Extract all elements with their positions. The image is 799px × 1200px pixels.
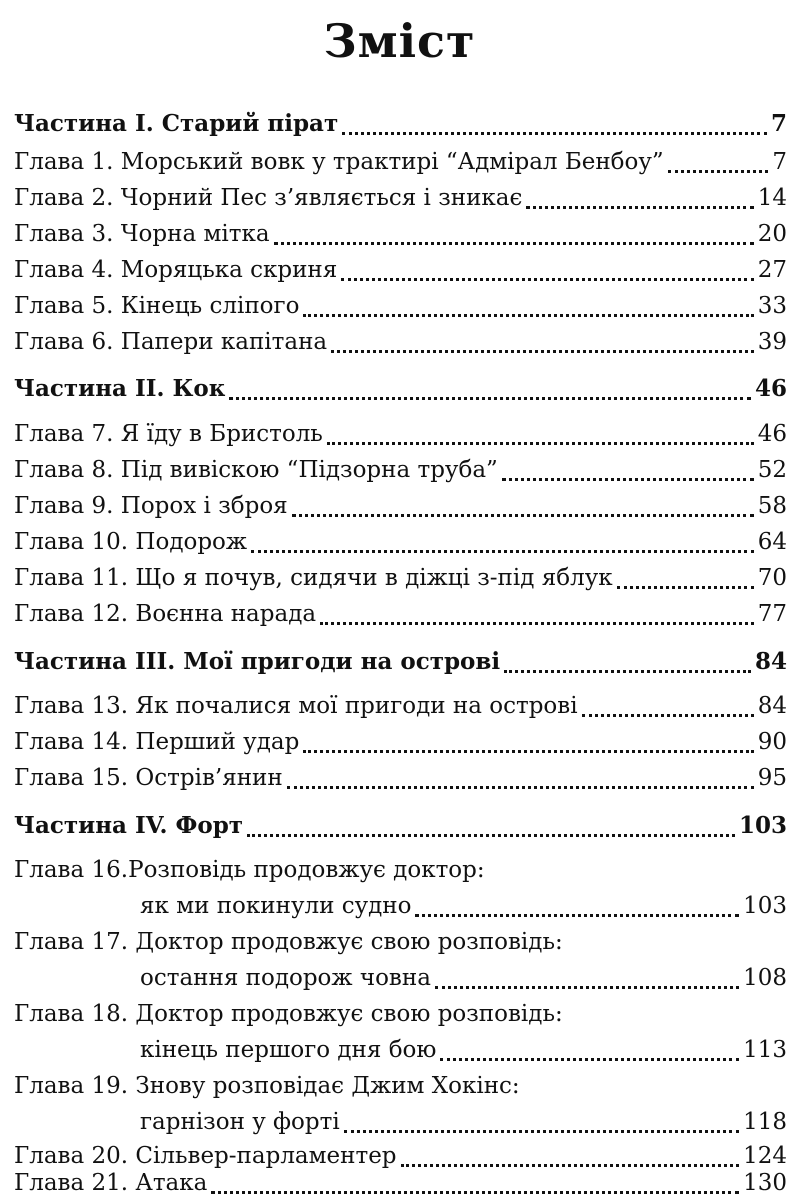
- toc-entry-title: Глава 6. Папери капітана: [14, 329, 328, 355]
- toc-chapter-16: [14, 853, 787, 887]
- toc-chapter-18-continued: [140, 1033, 787, 1067]
- toc-entry-page: 118: [743, 1109, 787, 1135]
- toc-entry-title: остання подорож човна: [140, 965, 431, 991]
- toc-entry-title: Глава 17. Доктор продовжує свою розповідь:: [14, 929, 563, 955]
- toc-entry-title: Глава 5. Кінець сліпого: [14, 293, 300, 319]
- toc-entry-page: 84: [754, 648, 787, 675]
- toc-entry-title: Глава 15. Острів’янин: [14, 765, 283, 791]
- leader-dots: [341, 278, 753, 281]
- toc-entry-page: 7: [770, 110, 787, 137]
- toc-chapter-15: [14, 761, 787, 795]
- toc-entry-title: Глава 21. Атака: [14, 1170, 208, 1196]
- toc-entry-title: Глава 7. Я їду в Бристоль: [14, 421, 323, 447]
- toc-chapter-11: [14, 561, 787, 595]
- toc-entry-title: Глава 14. Перший удар: [14, 729, 300, 755]
- toc-entry-title: Глава 18. Доктор продовжує свою розповідь:: [14, 1001, 563, 1027]
- leader-dots: [211, 1191, 739, 1194]
- toc-entry-title: гарнізон у форті: [140, 1109, 340, 1135]
- leader-dots: [327, 442, 754, 445]
- toc-entry-page: 90: [757, 729, 787, 755]
- leader-dots: [440, 1058, 739, 1061]
- leader-dots: [342, 132, 767, 135]
- leader-dots: [331, 350, 754, 353]
- toc-chapter-13: [14, 689, 787, 723]
- toc-entry-title: Глава 4. Моряцька скриня: [14, 257, 338, 283]
- leader-dots: [303, 314, 753, 317]
- toc-chapter-19: [14, 1069, 787, 1103]
- toc-entry-title: Глава 1. Морський вовк у трактирі “Адмірал Бенбоу”: [14, 149, 664, 175]
- toc-entry-page: 113: [743, 1037, 787, 1063]
- toc-chapter-18: [14, 997, 787, 1031]
- toc-chapter-5: [14, 289, 787, 323]
- page-title: Зміст: [323, 14, 476, 68]
- toc-chapter-8: [14, 453, 787, 487]
- leader-dots: [526, 206, 753, 209]
- toc-chapter-17-continued: [140, 961, 787, 995]
- toc-chapter-2: [14, 181, 787, 215]
- leader-dots: [504, 670, 751, 673]
- toc-part-3: [14, 645, 787, 679]
- toc-entry-title: Глава 3. Чорна мітка: [14, 221, 270, 247]
- leader-dots: [668, 170, 769, 173]
- toc-part-2: [14, 372, 787, 406]
- toc-entry-title: Глава 12. Воєнна нарада: [14, 601, 317, 627]
- toc-chapter-21: [14, 1166, 787, 1200]
- toc-entry-title: Глава 13. Як почалися мої пригоди на острові: [14, 693, 578, 719]
- toc-entry-page: 46: [754, 375, 787, 402]
- toc-entry-page: 103: [738, 812, 787, 839]
- toc-chapter-19-continued: [140, 1105, 787, 1139]
- toc-entry-title: Глава 11. Що я почув, сидячи в діжці з-під яблук: [14, 565, 613, 591]
- toc-chapter-7: [14, 417, 787, 451]
- leader-dots: [502, 478, 754, 481]
- toc-entry-title: Глава 16.Розповідь продовжує доктор:: [14, 857, 485, 883]
- toc-entry-page: 58: [757, 493, 787, 519]
- toc-chapter-16-continued: [140, 889, 787, 923]
- toc-entry-title: Частина I. Старий пірат: [14, 110, 339, 137]
- toc-entry-title: Глава 10. Подорож: [14, 529, 248, 555]
- toc-entry-title: Глава 9. Порох і зброя: [14, 493, 288, 519]
- toc-chapter-9: [14, 489, 787, 523]
- toc-entry-title: Частина IV. Форт: [14, 812, 244, 839]
- toc-entry-page: 64: [757, 529, 787, 555]
- leader-dots: [320, 622, 754, 625]
- toc-entry-title: Глава 2. Чорний Пес з’являється і зникає: [14, 185, 523, 211]
- leader-dots: [344, 1130, 739, 1133]
- leader-dots: [274, 242, 754, 245]
- toc-chapter-4: [14, 253, 787, 287]
- toc-entry-page: 33: [757, 293, 787, 319]
- toc-entry-title: як ми покинули судно: [140, 893, 412, 919]
- toc-entry-page: 70: [757, 565, 787, 591]
- leader-dots: [292, 514, 754, 517]
- toc-chapter-6: [14, 325, 787, 359]
- toc-entry-page: 103: [743, 893, 787, 919]
- toc-entry-title: Глава 8. Під вивіскою “Підзорна труба”: [14, 457, 498, 483]
- toc-entry-title: Глава 19. Знову розповідає Джим Хокінс:: [14, 1073, 520, 1099]
- toc-entry-page: 7: [772, 149, 787, 175]
- toc-entry-page: 95: [757, 765, 787, 791]
- leader-dots: [229, 397, 751, 400]
- toc-chapter-10: [14, 525, 787, 559]
- toc-part-4: [14, 809, 787, 843]
- toc-entry-page: 84: [757, 693, 787, 719]
- toc-entry-title: Частина II. Кок: [14, 375, 226, 402]
- toc-entry-page: 27: [757, 257, 787, 283]
- toc-entry-page: 14: [757, 185, 787, 211]
- toc-entry-page: 20: [757, 221, 787, 247]
- toc-chapter-3: [14, 217, 787, 251]
- leader-dots: [415, 914, 739, 917]
- leader-dots: [303, 750, 753, 753]
- toc-entry-page: 46: [757, 421, 787, 447]
- toc-chapter-1: [14, 145, 787, 179]
- toc-entry-page: 108: [743, 965, 787, 991]
- toc-entry-page: 130: [743, 1170, 787, 1196]
- toc-entry-page: 124: [743, 1143, 787, 1169]
- toc-part-1: [14, 107, 787, 141]
- toc-entry-title: кінець першого дня бою: [140, 1037, 437, 1063]
- leader-dots: [247, 834, 735, 837]
- toc-entry-page: 39: [757, 329, 787, 355]
- leader-dots: [435, 986, 739, 989]
- leader-dots: [582, 714, 754, 717]
- leader-dots: [617, 586, 754, 589]
- toc-entry-page: 52: [757, 457, 787, 483]
- toc-entry-title: Глава 20. Сільвер-парламентер: [14, 1143, 397, 1169]
- toc-entry-page: 77: [757, 601, 787, 627]
- toc-chapter-14: [14, 725, 787, 759]
- leader-dots: [287, 786, 754, 789]
- leader-dots: [251, 550, 754, 553]
- toc-chapter-12: [14, 597, 787, 631]
- toc-entry-title: Частина III. Мої пригоди на острові: [14, 648, 501, 675]
- toc-chapter-17: [14, 925, 787, 959]
